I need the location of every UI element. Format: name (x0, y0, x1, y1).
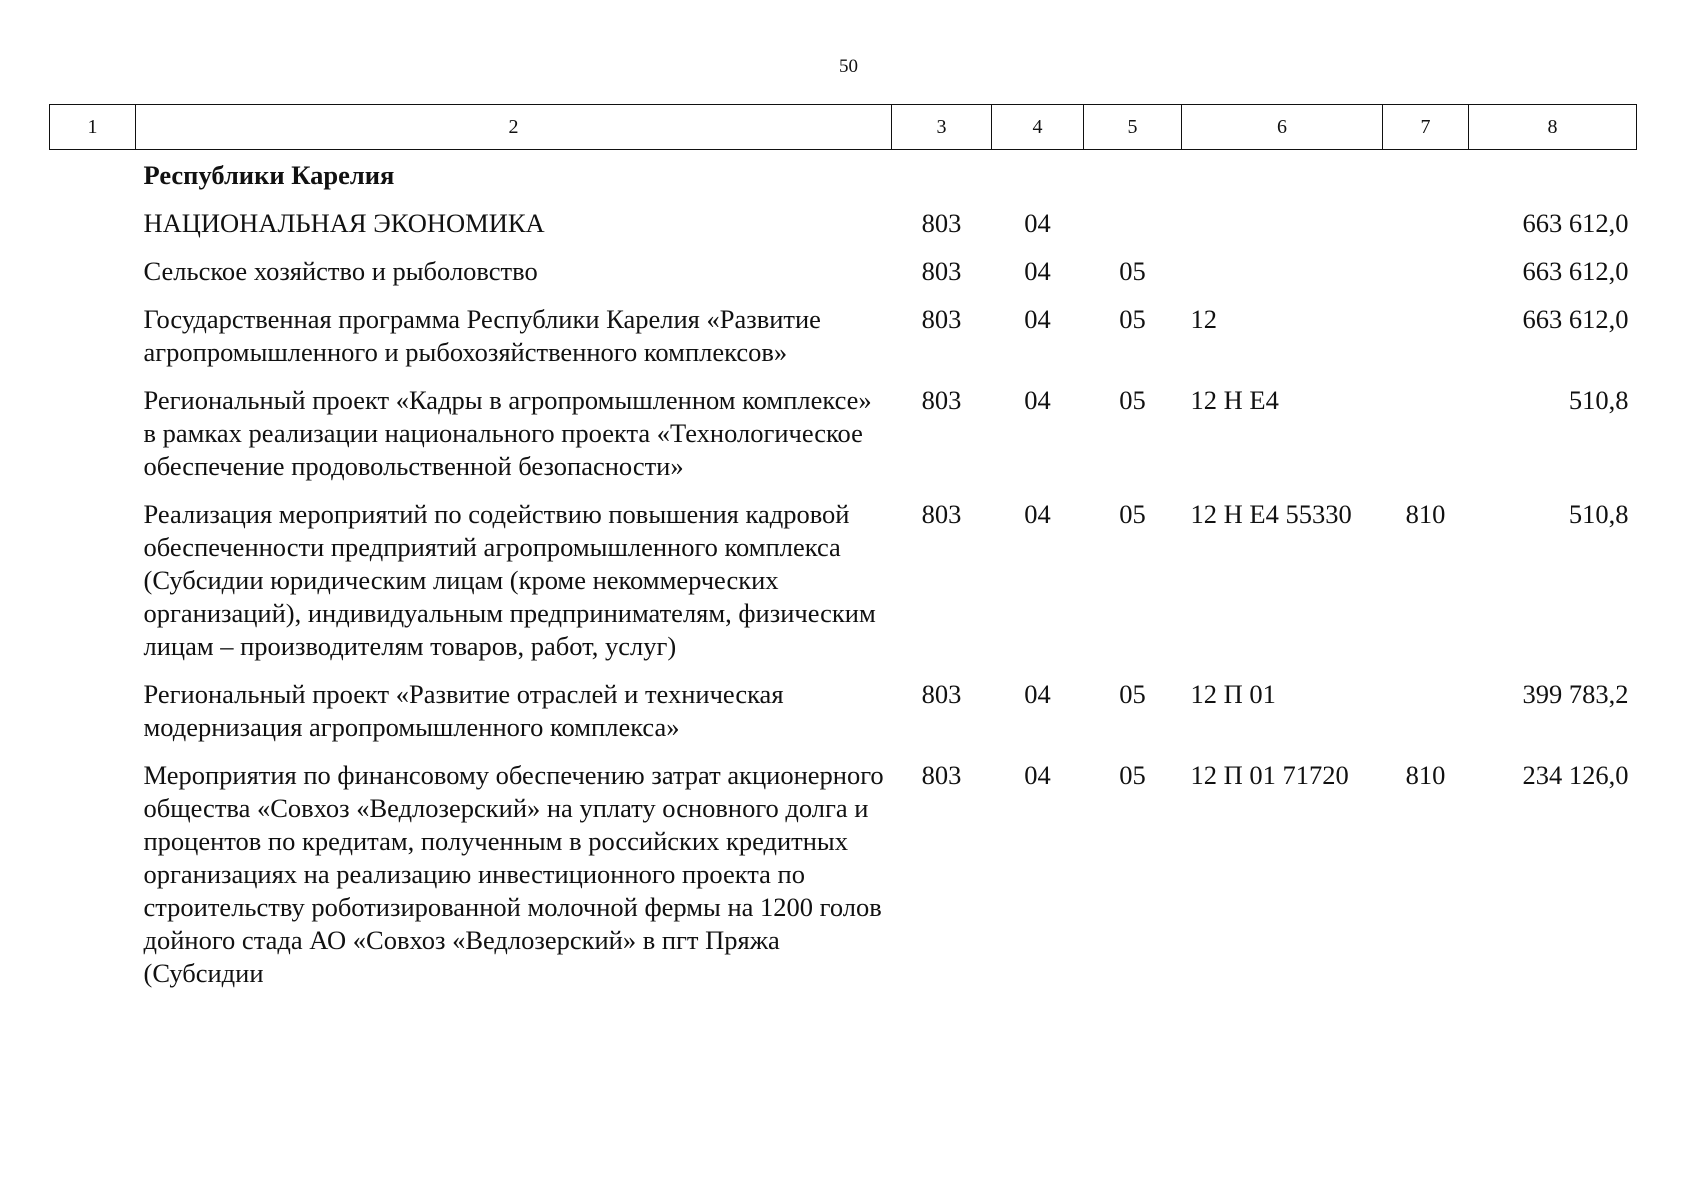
row-c6-cell: 12 Н Е4 55330 (1190, 499, 1352, 529)
header-cell-8: 8 (1469, 105, 1637, 150)
header-cell-7: 7 (1383, 105, 1469, 150)
row-c6-cell: 12 П 01 (1190, 679, 1276, 709)
row-c7-cell (1383, 150, 1469, 193)
row-c6-cell: 12 Н Е4 (1190, 385, 1279, 415)
row-name-cell: Государственная программа Республики Карелия «Развитие агропромышленного и рыбохозяйственного комплексов» (143, 304, 821, 367)
row-c3-cell: 803 (921, 760, 962, 790)
row-c7-cell (1383, 369, 1469, 483)
row-index-cell (50, 150, 136, 193)
row-c8-cell: 399 783,2 (1522, 679, 1629, 709)
row-index-cell (50, 369, 136, 483)
table-row (50, 192, 1637, 240)
row-c7-cell (1383, 240, 1469, 288)
table-row (50, 240, 1637, 288)
row-c6-cell: 12 (1190, 304, 1217, 334)
row-c6-cell (1182, 240, 1383, 288)
table-row (50, 663, 1637, 744)
row-index-cell (50, 483, 136, 663)
row-c7-cell (1383, 192, 1469, 240)
budget-table (49, 104, 1637, 990)
row-index-cell (50, 240, 136, 288)
row-c8-cell: 663 612,0 (1522, 208, 1629, 238)
row-c8-cell: 510,8 (1568, 499, 1629, 529)
table-row (50, 288, 1637, 369)
row-c3-cell: 803 (921, 304, 962, 334)
row-c4-cell: 04 (1024, 385, 1051, 415)
row-index-cell (50, 192, 136, 240)
row-c8-cell: 234 126,0 (1522, 760, 1629, 790)
row-c4-cell: 04 (1024, 256, 1051, 286)
row-c5-cell: 05 (1119, 256, 1146, 286)
table-header (50, 105, 1637, 150)
row-c3-cell: 803 (921, 499, 962, 529)
row-c4-cell: 04 (1024, 304, 1051, 334)
row-c7-cell (1383, 288, 1469, 369)
page-number: 50 (839, 56, 858, 77)
header-cell-2: 2 (136, 105, 892, 150)
row-index-cell (50, 663, 136, 744)
row-c3-cell: 803 (921, 256, 962, 286)
header-cell-4: 4 (992, 105, 1084, 150)
row-c7-cell: 810 (1405, 760, 1446, 790)
header-cell-5: 5 (1084, 105, 1182, 150)
row-name-cell: Мероприятия по финансовому обеспечению затрат акционерного общества «Совхоз «Ведлозерский» на уплату основного долга и процентов по кредитам, полученным в российских кредитных организациях на реализацию инвестиционного проекта по строительству роботизированной молочной фермы на 1200 голов дойного стада АО «Совхоз «Ведлозерский» в пгт Пряжа (Субсидии (143, 760, 884, 988)
row-c7-cell: 810 (1405, 499, 1446, 529)
row-c8-cell (1469, 150, 1637, 193)
row-c3-cell: 803 (921, 385, 962, 415)
table-row (50, 369, 1637, 483)
row-c3-cell (892, 150, 992, 193)
row-name-cell: НАЦИОНАЛЬНАЯ ЭКОНОМИКА (143, 208, 545, 238)
row-c8-cell: 663 612,0 (1522, 304, 1629, 334)
row-c5-cell: 05 (1119, 385, 1146, 415)
table-row (50, 150, 1637, 193)
row-name-cell: Региональный проект «Кадры в агропромышленном комплексе» в рамках реализации национального проекта «Технологическое обеспечение продовольственной безопасности» (143, 385, 872, 481)
row-c8-cell: 663 612,0 (1522, 256, 1629, 286)
header-row (50, 105, 1637, 150)
row-index-cell (50, 288, 136, 369)
row-c4-cell (992, 150, 1084, 193)
row-name-cell: Региональный проект «Развитие отраслей и техническая модернизация агропромышленного комплекса» (143, 679, 784, 742)
row-c5-cell: 05 (1119, 304, 1146, 334)
row-c5-cell (1084, 150, 1182, 193)
row-c5-cell: 05 (1119, 499, 1146, 529)
row-c8-cell: 510,8 (1568, 385, 1629, 415)
row-c7-cell (1383, 663, 1469, 744)
row-c3-cell: 803 (921, 208, 962, 238)
row-c6-cell (1182, 192, 1383, 240)
row-index-cell (50, 744, 136, 990)
row-c4-cell: 04 (1024, 760, 1051, 790)
row-c6-cell: 12 П 01 71720 (1190, 760, 1349, 790)
header-cell-6: 6 (1182, 105, 1383, 150)
row-c4-cell: 04 (1024, 499, 1051, 529)
table-body (50, 150, 1637, 991)
row-name-cell: Реализация мероприятий по содействию повышения кадровой обеспеченности предприятий агропромышленного комплекса (Субсидии юридическим лицам (кроме некоммерческих организаций), индивидуальным предпринимателям, физическим лицам – производителям товаров, работ, услуг) (143, 499, 876, 661)
header-cell-1: 1 (50, 105, 136, 150)
row-c5-cell: 05 (1119, 679, 1146, 709)
table-row (50, 744, 1637, 990)
row-c4-cell: 04 (1024, 679, 1051, 709)
row-c6-cell (1182, 150, 1383, 193)
row-c4-cell: 04 (1024, 208, 1051, 238)
row-c5-cell: 05 (1119, 760, 1146, 790)
table-row (50, 483, 1637, 663)
row-name-cell: Сельское хозяйство и рыболовство (143, 256, 538, 286)
header-cell-3: 3 (892, 105, 992, 150)
row-c5-cell (1084, 192, 1182, 240)
row-name-cell: Республики Карелия (143, 160, 395, 190)
row-c3-cell: 803 (921, 679, 962, 709)
